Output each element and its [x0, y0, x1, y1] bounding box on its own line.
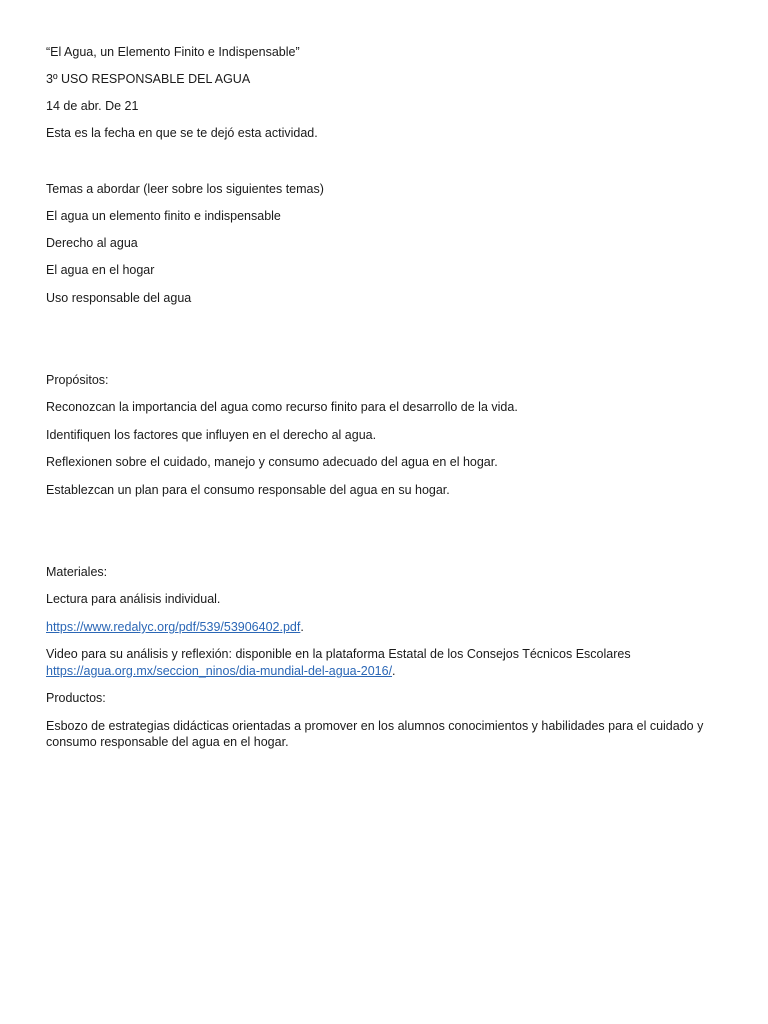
assignment-date: 14 de abr. De 21	[46, 99, 139, 113]
materiales-heading: Materiales:	[46, 565, 108, 579]
date-note: Esta es la fecha en que se te dejó esta actividad.	[46, 126, 318, 140]
productos-heading: Productos:	[46, 691, 106, 705]
proposito-item: Reconozcan la importancia del agua como recurso finito para el desarrollo de la vida.	[46, 400, 518, 414]
lectura-text: Lectura para análisis individual.	[46, 592, 221, 606]
tema-item: El agua en el hogar	[46, 263, 155, 277]
proposito-item: Identifiquen los factores que influyen en el derecho al agua.	[46, 428, 377, 442]
redalyc-link[interactable]: https://www.redalyc.org/pdf/539/53906402.pdf	[46, 620, 301, 634]
tema-item: Derecho al agua	[46, 236, 138, 250]
proposito-item: Establezcan un plan para el consumo responsable del agua en su hogar.	[46, 483, 450, 497]
tema-item: Uso responsable del agua	[46, 291, 192, 305]
tema-item: El agua un elemento finito e indispensable	[46, 209, 281, 223]
proposito-item: Reflexionen sobre el cuidado, manejo y consumo adecuado del agua en el hogar.	[46, 455, 498, 469]
productos-text: Esbozo de estrategias didácticas orientadas a promover en los alumnos conocimientos y habilidades para el cuidado y consumo responsable del agua en el hogar.	[46, 719, 704, 749]
temas-heading: Temas a abordar (leer sobre los siguientes temas)	[46, 182, 324, 196]
agua-org-link[interactable]: https://agua.org.mx/seccion_ninos/dia-mundial-del-agua-2016/	[46, 664, 393, 678]
document-title: “El Agua, un Elemento Finito e Indispensable”	[46, 45, 300, 59]
lectura-link-line	[46, 619, 304, 635]
video-link-line	[46, 663, 396, 679]
document-subtitle: 3º USO RESPONSABLE DEL AGUA	[46, 72, 251, 86]
link-period: .	[300, 620, 304, 634]
propositos-heading: Propósitos:	[46, 373, 109, 387]
video-text: Video para su análisis y reflexión: disponible en la plataforma Estatal de los Consejos Técnicos Escolares	[46, 647, 631, 661]
link-period: .	[392, 664, 396, 678]
